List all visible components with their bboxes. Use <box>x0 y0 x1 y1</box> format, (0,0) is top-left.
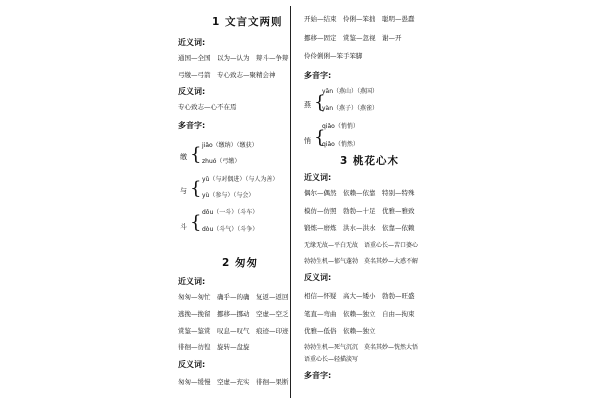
polyphone-char: 斗 <box>180 223 187 231</box>
synonym-line: 弓缴—弓箭 专心致志—聚精会神 <box>178 71 276 79</box>
polyphone-char: 缴 <box>180 153 187 161</box>
polyphone-heading: 多音字: <box>304 71 332 80</box>
lesson-2-title: 2 匆匆 <box>222 257 258 269</box>
polyphone-heading: 多音字: <box>178 121 206 130</box>
antonyms-heading: 反义词: <box>178 360 206 369</box>
antonym-line: 笔直—弯曲 依赖—独立 自由—拘束 <box>304 310 415 318</box>
brace-icon: { <box>314 127 326 148</box>
synonym-line: 模仿—仿照 勃勃—十足 优雅—雅致 <box>304 207 415 215</box>
polyphone-char: 悄 <box>304 137 311 145</box>
synonym-line: 锻炼—磨炼 洪水—洪水 依靠—依赖 <box>304 224 415 232</box>
pinyin-line: qiǎo（悄悄） <box>322 123 359 130</box>
brace-icon: { <box>190 144 202 165</box>
pinyin-line: qiǎo（悄然） <box>322 141 359 148</box>
brace-icon: { <box>190 178 202 199</box>
antonyms-heading: 反义词: <box>304 273 332 282</box>
pinyin-line: yǔ（与对偶进）（与人为善） <box>202 176 279 183</box>
antonyms-heading: 反义词: <box>178 87 206 96</box>
antonym-line: 优雅—低俗 依赖—独立 <box>304 327 376 335</box>
antonym-line: 语重心长—轻描淡写 <box>304 356 359 363</box>
pinyin-line: yān（燕山）（燕国） <box>322 88 379 95</box>
synonym-line: 赏鉴—鉴赏 叹息—叹气 痕迹—印迹 <box>178 327 289 335</box>
lesson-1-title: 1 文言文两则 <box>212 16 283 28</box>
antonym-line: 勃勃生机—死气沉沉 莫名其妙—恍然大悟 <box>304 344 419 351</box>
antonym-line: 匆匆—缓慢 空虚—充实 徘徊—果断 <box>178 378 289 386</box>
lesson-3-title: 3 桃花心木 <box>340 155 399 167</box>
antonym-line: 专心致志—心不在焉 <box>178 103 237 111</box>
column-divider <box>290 6 291 398</box>
antonym-line: 挪移—固定 赏鉴—忽视 谢—开 <box>304 34 402 42</box>
pinyin-line: jiǎo（缴纳）（缴获） <box>202 142 258 149</box>
antonym-line: 相信—怀疑 高大—矮小 勃勃—旺盛 <box>304 292 415 300</box>
polyphone-heading: 多音字: <box>304 371 332 380</box>
synonym-line: 勃勃生机—郁气蓬勃 莫名其妙—大惑不解 <box>304 258 419 265</box>
synonyms-heading: 近义词: <box>304 173 332 182</box>
pinyin-line: dǒu（一斗）（斗车） <box>202 209 259 216</box>
antonym-line: 伶伶俐俐—笨手笨脚 <box>304 52 363 60</box>
antonym-line: 开始—结束 伶俐—笨拙 聪明—愚蠢 <box>304 15 415 23</box>
brace-icon: { <box>190 212 202 233</box>
polyphone-char: 燕 <box>304 101 311 109</box>
polyphone-char: 与 <box>180 187 187 195</box>
brace-icon: { <box>314 92 326 113</box>
synonym-line: 偶尔—偶然 依赖—依靠 特别—特殊 <box>304 189 415 197</box>
synonym-line: 逃挽—挽留 挪移—挪动 空虚—空乏 <box>178 310 289 318</box>
pinyin-line: yàn（燕子）（燕雀） <box>322 105 379 112</box>
pinyin-line: dòu（斗气）（斗争） <box>202 226 259 233</box>
synonyms-heading: 近义词: <box>178 277 206 286</box>
synonym-line: 徘徊—彷徨 旋转—盘旋 <box>178 343 250 351</box>
synonyms-heading: 近义词: <box>178 38 206 47</box>
pinyin-line: yù（参与）（与会） <box>202 192 255 199</box>
pinyin-line: zhuó（弓缴） <box>202 158 241 165</box>
synonym-line: 通国—全国 以为—认为 辩斗—争辩 <box>178 54 289 62</box>
synonym-line: 匆匆—匆忙 确乎—的确 复返—返回 <box>178 293 289 301</box>
synonym-line: 无缘无故—平白无故 语重心长—苦口婆心 <box>304 242 419 249</box>
